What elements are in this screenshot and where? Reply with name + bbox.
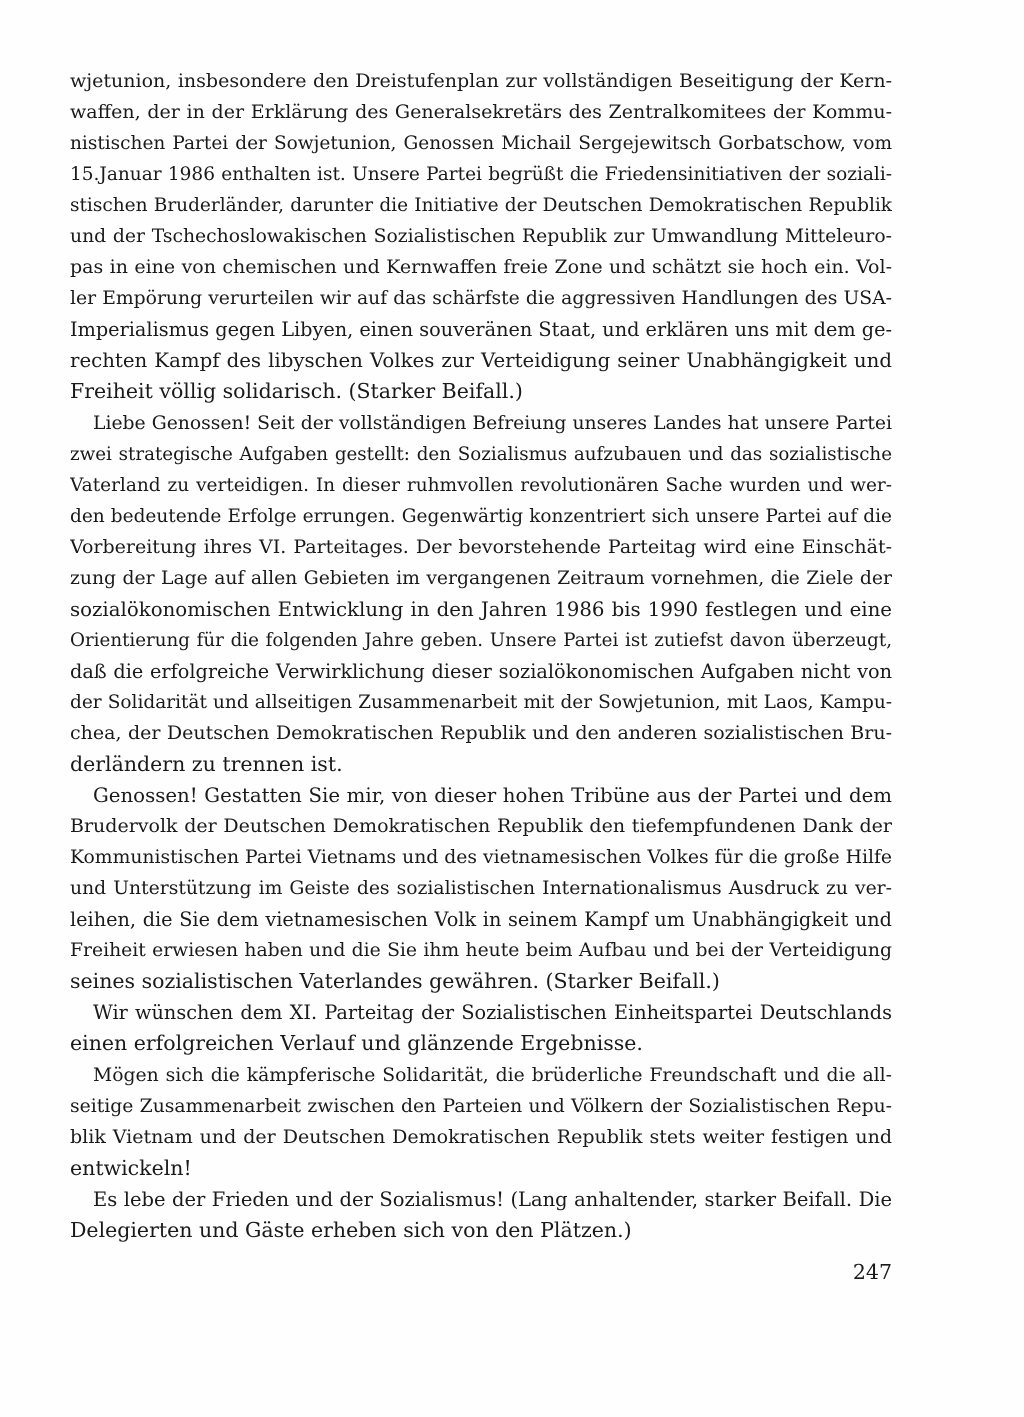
- text-line: Orientierung für die folgenden Jahre geben. Unsere Partei ist zutiefst davon überzeugt,: [70, 629, 892, 651]
- text-line: Mögen sich die kämpferische Solidarität, die brüderliche Freundschaft und die all-: [93, 1064, 892, 1086]
- body-text: [70, 66, 892, 1246]
- text-line: den bedeutende Erfolge errungen. Gegenwärtig konzentriert sich unsere Partei auf die: [70, 505, 892, 527]
- text-line: Brudervolk der Deutschen Demokratischen Republik den tiefempfundenen Dank der: [70, 815, 892, 838]
- text-line: seines sozialistischen Vaterlandes gewähren. (Starker Beifall.): [70, 969, 720, 994]
- text-line: Liebe Genossen! Seit der vollständigen Befreiung unseres Landes hat unsere Partei: [93, 412, 892, 434]
- text-line: Imperialismus gegen Libyen, einen souveränen Staat, und erklären uns mit dem ge-: [70, 318, 892, 342]
- text-line: rechten Kampf des libyschen Volkes zur Verteidigung seiner Unabhängigkeit und: [70, 349, 892, 373]
- text-line: Vaterland zu verteidigen. In dieser ruhmvollen revolutionären Sache wurden und wer-: [70, 474, 892, 496]
- text-line: einen erfolgreichen Verlauf und glänzende Ergebnisse.: [70, 1031, 643, 1056]
- text-line: sozialökonomischen Entwicklung in den Jahren 1986 bis 1990 festlegen und eine: [70, 597, 892, 621]
- text-line: Es lebe der Frieden und der Sozialismus! (Lang anhaltender, starker Beifall. Die: [93, 1187, 892, 1211]
- text-line: wjetunion, insbesondere den Dreistufenplan zur vollständigen Beseitigung der Kern-: [70, 70, 892, 92]
- text-line: leihen, die Sie dem vietnamesischen Volk in seinem Kampf um Unabhängigkeit und: [70, 908, 892, 932]
- text-line: seitige Zusammenarbeit zwischen den Parteien und Völkern der Sozialistischen Repu-: [70, 1095, 892, 1117]
- text-line: blik Vietnam und der Deutschen Demokratischen Republik stets weiter festigen und: [70, 1125, 892, 1148]
- text-line: Delegierten und Gäste erheben sich von den Plätzen.): [70, 1217, 632, 1242]
- text-line: 15.Januar 1986 enthalten ist. Unsere Partei begrüßt die Friedensinitiativen der soziali-: [70, 164, 892, 186]
- text-line: und Unterstützung im Geiste des sozialistischen Internationalismus Ausdruck zu ver-: [70, 878, 892, 900]
- text-line: Freiheit völlig solidarisch. (Starker Beifall.): [70, 379, 523, 404]
- text-line: zwei strategische Aufgaben gestellt: den Sozialismus aufzubauen und das sozialistische: [70, 443, 892, 465]
- text-line: Wir wünschen dem XI. Parteitag der Sozialistischen Einheitspartei Deutschlands: [93, 1001, 892, 1025]
- page-number: 247: [852, 1260, 892, 1284]
- text-line: chea, der Deutschen Demokratischen Republik und den anderen sozialistischen Bru-: [70, 721, 892, 744]
- text-line: der Solidarität und allseitigen Zusammenarbeit mit der Sowjetunion, mit Laos, Kampu-: [70, 691, 892, 713]
- text-line: daß die erfolgreiche Verwirklichung dieser sozialökonomischen Aufgaben nicht von: [70, 659, 892, 683]
- text-line: derländern zu trennen ist.: [70, 752, 343, 777]
- text-line: und der Tschechoslowakischen Sozialistischen Republik zur Umwandlung Mitteleuro-: [70, 226, 892, 248]
- text-line: pas in eine von chemischen und Kernwaffen freie Zone und schätzt sie hoch ein. Vol-: [70, 256, 892, 279]
- text-line: ler Empörung verurteilen wir auf das schärfste die aggressiven Handlungen des USA-: [70, 288, 892, 310]
- text-line: zung der Lage auf allen Gebieten im vergangenen Zeitraum vornehmen, die Ziele der: [70, 567, 892, 589]
- text-line: Freiheit erwiesen haben und die Sie ihm heute beim Aufbau und bei der Verteidigung: [70, 940, 892, 962]
- text-line: stischen Bruderländer, darunter die Initiative der Deutschen Demokratischen Republik: [70, 195, 892, 217]
- text-line: nistischen Partei der Sowjetunion, Genossen Michail Sergejewitsch Gorbatschow, vom: [70, 133, 892, 155]
- text-line: waffen, der in der Erklärung des Generalsekretärs des Zentralkomitees der Kommu-: [70, 101, 892, 124]
- text-line: Kommunistischen Partei Vietnams und des vietnamesischen Volkes für die große Hilfe: [70, 847, 892, 869]
- text-line: Vorbereitung ihres VI. Parteitages. Der bevorstehende Parteitag wird eine Einschät-: [70, 535, 892, 558]
- text-line: entwickeln!: [70, 1155, 192, 1180]
- text-line: Genossen! Gestatten Sie mir, von dieser hohen Tribüne aus der Partei und dem: [93, 784, 892, 808]
